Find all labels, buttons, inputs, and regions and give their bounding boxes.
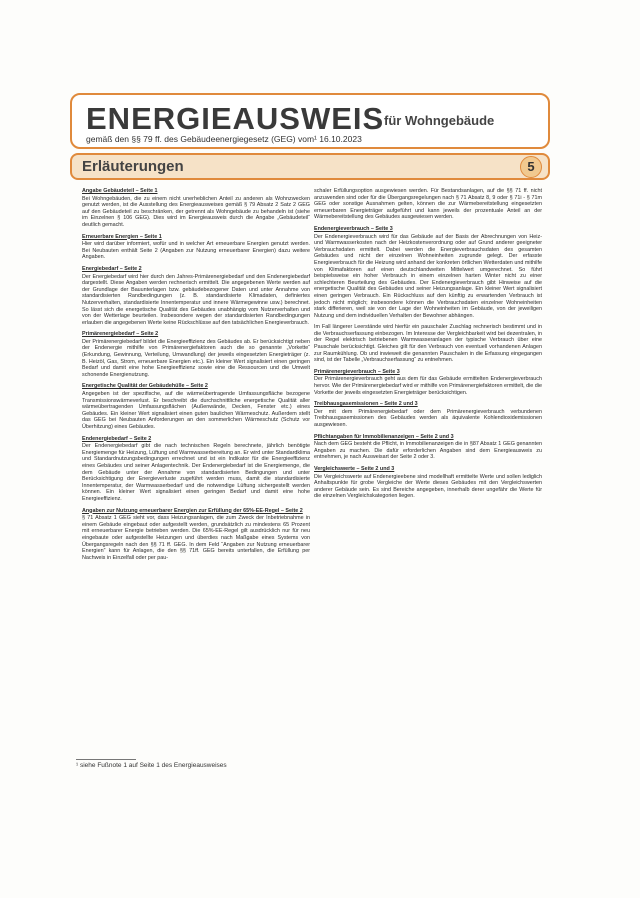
block-heading: Energiebedarf – Seite 2 bbox=[82, 265, 142, 272]
block-text: Der mit dem Primärenergiebedarf oder dem Primärenergieverbrauch verbundenen Treibhausgasemissionen des Gebäudes werden als äquivalente Kohlendioxidemissionen ausgewiesen. bbox=[314, 408, 542, 428]
block-text: Angegeben ist der spezifische, auf die wärmeübertragende Umfassungsfläche bezogene Transmissionswärmeverlust. Er beschreibt die durchschnittliche energetische Qualität aller wärmeübertragenden Umfassungsflächen (Außenwände, Decken, Fenster etc.) eines Gebäudes. Ein kleiner Wert signalisiert einen guten baulichen Wärmeschutz. Außerdem stellt das GEG bei Neubauten Anforderungen an den sommerlichen Wärmeschutz (Schutz vor Überhitzung) eines Gebäudes. bbox=[82, 391, 310, 430]
left-column bbox=[82, 188, 310, 566]
right-column bbox=[314, 188, 542, 505]
block-text: Der Energiebedarf wird hier durch den Jahres-Primärenergiebedarf und den Endenergiebedarf dargestellt. Diese Angaben werden rechnerisch ermittelt. Die angegebenen Werte werden auf der Grundlage der Bauunterlagen bzw. gebäudebezogener Daten und unter Annahme von standardisierten Randbedingungen (z. B. standardisierte Klimadaten, definiertes Nutzerverhalten, standardisierte Innentemperatur und innere Wärmegewinne usw.) berechnet. So lässt sich die energetische Qualität des Gebäudes unabhängig vom Nutzerverhalten und von der Wetterlage beurteilen. Insbesondere wegen der standardisierten Randbedingungen erlauben die angegebenen Werte keine Rückschlüsse auf den tatsächlichen Energieverbrauch. bbox=[82, 273, 310, 326]
text-block bbox=[314, 226, 542, 319]
footnote-rule bbox=[76, 759, 136, 760]
section-bar bbox=[70, 153, 550, 180]
text-block bbox=[82, 266, 310, 326]
block-text: Im Fall längerer Leerstände wird hierfür ein pauschaler Zuschlag rechnerisch bestimmt und in die Verbrauchserfassung einbezogen. Im Interesse der Vergleichbarkeit wird bei dezentralen, in der Regel elektrisch betriebenen Warmwasseranlagen der typische Verbrauch über eine Pauschale berücksichtigt. Gleiches gilt für den Verbrauch von eventuell vorhandenen Anlagen zur Raumkühlung. Ob und inwieweit die genannten Pauschalen in die Erfassung eingegangen sind, ist der Tabelle „Verbrauchserfassung“ zu entnehmen. bbox=[314, 324, 542, 364]
block-heading: Pflichtangaben für Immobilienanzeigen – Seite 2 und 3 bbox=[314, 433, 454, 440]
law-reference: gemäß den §§ 79 ff. des Gebäudeenergiegesetz (GEG) vom¹ 16.10.2023 bbox=[86, 134, 362, 144]
page-number-badge: 5 bbox=[520, 156, 542, 178]
text-block bbox=[82, 436, 310, 503]
text-block bbox=[314, 401, 542, 428]
block-text: § 71 Absatz 1 GEG sieht vor, dass Heizungsanlagen, die zum Zweck der Inbetriebnahme in einem Gebäude eingebaut oder aufgestellt werden, grundsätzlich zu mindestens 65 Prozent mit erneuerbarer Energie betrieben werden. Die 65%-EE-Regel gilt ausdrücklich nur für neu eingebaute oder aufgestellte Heizungen und überdies nach Maßgabe eines Systems von Übergangsregeln nach den §§ 71 ff. GEG. In dem Feld “Angaben zur Nutzung erneuerbarer Energien” kann für Anlagen, die den §§ 71ff. GEG bereits unterfallen, die Erfüllung per Nachweis in Einzelfall oder per pau- bbox=[82, 515, 310, 561]
block-heading: Endenergieverbrauch – Seite 3 bbox=[314, 225, 393, 232]
document-subtitle: für Wohngebäude bbox=[384, 113, 495, 128]
text-block bbox=[82, 234, 310, 261]
text-block bbox=[314, 434, 542, 461]
block-heading: Erneuerbare Energien – Seite 1 bbox=[82, 233, 162, 240]
text-block bbox=[82, 508, 310, 562]
block-text: schaler Erfüllungsoption ausgewiesen werden. Für Bestandsanlagen, auf die §§ 71 ff. nicht anzuwenden sind oder für die Übergangsregelungen nach § 71 Absatz 8, 9 oder § 71i - § 71m GEG oder sonstige Ausnahmen gelten, können die zur Wärmebereitstellung eingesetzten erneuerbaren Energieträger aufgeführt und kann jeweils der prozentuale Anteil an der Wärmebereitstellung des Gebäudes ausgewiesen werden. bbox=[314, 188, 542, 221]
block-text: Der Endenergiebedarf gibt die nach technischen Regeln berechnete, jährlich benötigte Energiemenge für Heizung, Lüftung und Warmwasserbereitung an. Er wird unter Standardklima und Standardnutzungsbedingungen errechnet und ist ein Indikator für die Energieeffizienz eines Gebäudes und seiner Anlagentechnik. Der Endenergiebedarf ist die Energiemenge, die dem Gebäude unter der Annahme von standardisierten Bedingungen und unter Berücksichtigung der Energieverluste zugeführt werden muss, damit die standardisierte Innentemperatur, der Warmwasserbedarf und die notwendige Lüftung sichergestellt werden können. Ein kleiner Wert signalisiert einen geringen Bedarf und damit eine hohe Energieeffizienz. bbox=[82, 443, 310, 502]
block-heading: Treibhausgasemissionen – Seite 2 und 3 bbox=[314, 401, 418, 408]
text-block bbox=[314, 369, 542, 396]
document-title: ENERGIEAUSWEIS bbox=[86, 101, 385, 136]
block-heading: Primärenergiebedarf – Seite 2 bbox=[82, 331, 159, 338]
text-block bbox=[314, 188, 542, 221]
block-text: Die Vergleichswerte auf Endenergieebene sind modellhaft ermittelte Werte und sollen lediglich Anhaltspunkte für grobe Vergleiche der Werte dieses Gebäudes mit den Vergleichswerten anderer Gebäude sein. Es sind Bereiche angegeben, innerhalb derer ungefähr die Werte für die einzelnen Vergleichskategorien liegen. bbox=[314, 473, 542, 500]
block-text: Bei Wohngebäuden, die zu einem nicht unerheblichen Anteil zu anderen als Wohnzwecken genutzt werden, ist die Ausstellung des Energieausweises gemäß § 79 Absatz 2 Satz 2 GEG auf den Gebäudeteil zu beschränken, der getrennt als Wohngebäude zu behandeln ist (siehe im Einzelnen § 106 GEG). Dies wird im Energieausweis durch die Angabe „Gebäudeteil“ deutlich gemacht. bbox=[82, 195, 310, 228]
block-heading: Energetische Qualität der Gebäudehülle – Seite 2 bbox=[82, 383, 208, 390]
text-block bbox=[314, 324, 542, 364]
block-heading: Primärenergieverbrauch – Seite 3 bbox=[314, 368, 400, 375]
text-block bbox=[82, 383, 310, 430]
block-text: Nach dem GEG besteht die Pflicht, in Immobilienanzeigen die in §87 Absatz 1 GEG genannten Angaben zu machen. Die dafür erforderlichen Angaben sind dem Energieausweis zu entnehmen, je nach Ausweisart der Seite 2 oder 3. bbox=[314, 441, 542, 461]
block-heading: Angaben zur Nutzung erneuerbarer Energien zur Erfüllung der 65%-EE-Regel – Seite 2 bbox=[82, 507, 303, 514]
block-heading: Vergleichswerte – Seite 2 und 3 bbox=[314, 465, 395, 472]
block-text: Hier wird darüber informiert, wofür und in welcher Art erneuerbare Energien genutzt werden. Bei Neubauten enthält Seite 2 (Angaben zur Nutzung erneuerbarer Energien) dazu weitere Angaben. bbox=[82, 241, 310, 261]
text-block bbox=[314, 466, 542, 500]
block-text: Der Primärenergieverbrauch geht aus dem für das Gebäude ermittelten Endenergieverbrauch hervor. Wie der Primärenergiebedarf wird er mithilfe von Primärenergiefaktoren ermittelt, die die Vorkette der jeweils eingesetzten Energieträger berücksichtigen. bbox=[314, 376, 542, 396]
block-heading: Angabe Gebäudeteil – Seite 1 bbox=[82, 188, 158, 194]
text-block bbox=[82, 188, 310, 229]
block-text: Der Endenergieverbrauch wird für das Gebäude auf der Basis der Abrechnungen von Heiz- und Warmwasserkosten nach der Heizkostenverordnung oder auf Grund anderer geeigneter Verbrauchsdaten ermittelt. Dabei werden die Energieverbrauchsdaten des gesamten Gebäudes und nicht der einzelnen Wohneinheiten zugrunde gelegt. Der erfasste Energieverbrauch für die Heizung wird anhand der konkreten örtlichen Wetterdaten und mithilfe von Klimafaktoren auf einen deutschlandweiten Mittelwert umgerechnet. So führt beispielsweise ein hoher Verbrauch in einem einzelnen harten Winter nicht zu einer schlechteren Beurteilung des Gebäudes. Der Endenergieverbrauch gibt Hinweise auf die energetische Qualität des Gebäudes und seiner Heizungsanlage. Ein kleiner Wert signalisiert einen geringen Verbrauch. Ein Rückschluss auf den künftig zu erwartenden Verbrauch ist jedoch nicht möglich; insbesondere können die Verbrauchsdaten einzelner Wohneinheiten stark differieren, weil sie von der Lage der Wohneinheiten im Gebäude, von der jeweiligen Nutzung und dem individuellen Verhalten der Bewohner abhängen. bbox=[314, 233, 542, 319]
text-block bbox=[82, 331, 310, 378]
footnote: ¹ siehe Fußnote 1 auf Seite 1 des Energieausweises bbox=[76, 762, 227, 769]
section-title: Erläuterungen bbox=[82, 158, 184, 175]
block-heading: Endenergiebedarf – Seite 2 bbox=[82, 435, 152, 442]
title-box bbox=[70, 93, 550, 149]
block-text: Der Primärenergiebedarf bildet die Energieeffizienz des Gebäudes ab. Er berücksichtigt neben der Endenergie mithilfe von Primärenergiefaktoren auch die so genannte „Vorkette“ (Erkundung, Gewinnung, Verteilung, Umwandlung) der jeweils eingesetzten Energieträger (z. B. Heizöl, Gas, Strom, erneuerbare Energien etc.). Ein kleiner Wert signalisiert einen geringen Bedarf und damit eine hohe Energieeffizienz sowie eine die Ressourcen und die Umwelt schonende Energienutzung. bbox=[82, 338, 310, 378]
